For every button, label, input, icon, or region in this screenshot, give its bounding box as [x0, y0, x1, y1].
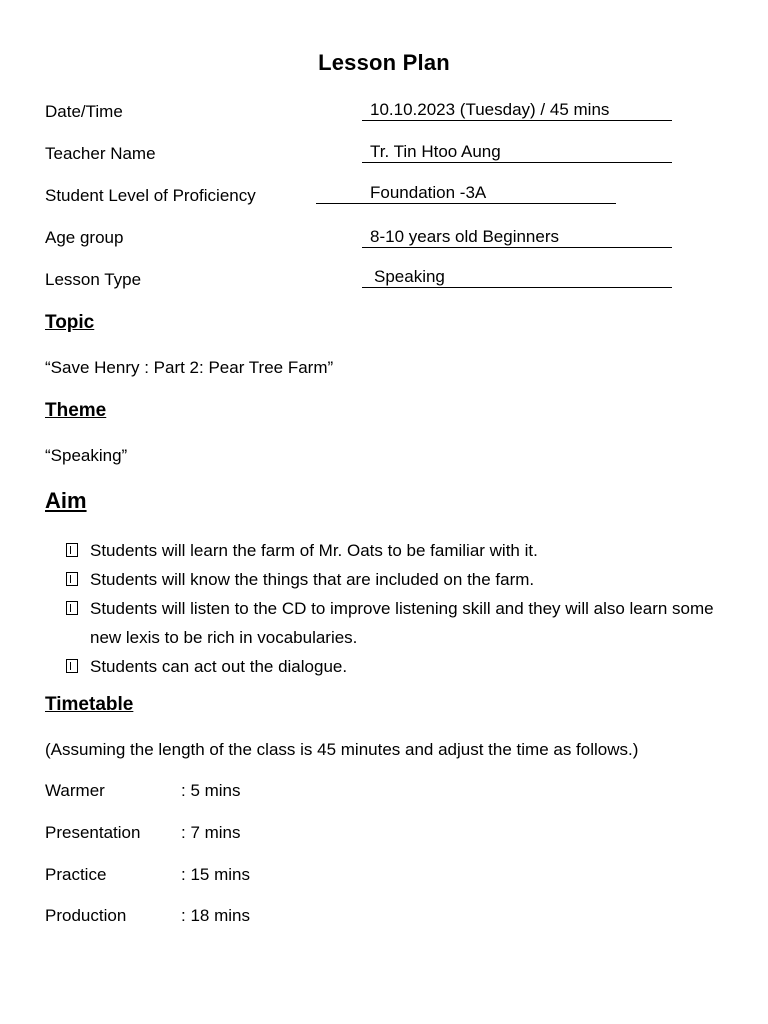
timetable-stage: Production — [45, 906, 127, 925]
theme-text: “Speaking” — [45, 446, 128, 465]
field-value-age-group: 8-10 years old Beginners — [362, 228, 672, 248]
missing-glyph-icon — [66, 572, 78, 586]
timetable-duration: : 18 mins — [181, 906, 250, 925]
timetable-stage: Practice — [45, 865, 107, 884]
timetable-duration: : 5 mins — [181, 781, 241, 800]
field-label-proficiency: Student Level of Proficiency — [45, 186, 256, 205]
topic-text: “Save Henry : Part 2: Pear Tree Farm” — [45, 358, 334, 377]
field-value-proficiency: Foundation -3A — [316, 184, 616, 204]
missing-glyph-icon — [66, 543, 78, 557]
timetable-stage: Presentation — [45, 823, 141, 842]
timetable-heading: Timetable — [45, 694, 134, 715]
field-value-date-time: 10.10.2023 (Tuesday) / 45 mins — [362, 101, 672, 121]
aim-list-item: Students will know the things that are included on the farm. — [66, 565, 726, 594]
field-value-lesson-type: Speaking — [362, 268, 672, 288]
missing-glyph-icon — [66, 659, 78, 673]
field-value-teacher-name: Tr. Tin Htoo Aung — [362, 143, 672, 163]
theme-heading: Theme — [45, 400, 107, 421]
field-label-age-group: Age group — [45, 228, 124, 247]
timetable-stage: Warmer — [45, 781, 105, 800]
aim-list-item: Students will learn the farm of Mr. Oats to be familiar with it. — [66, 536, 726, 565]
timetable-duration: : 7 mins — [181, 823, 241, 842]
field-label-teacher-name: Teacher Name — [45, 144, 156, 163]
aim-list-item: Students can act out the dialogue. — [66, 652, 726, 681]
field-label-lesson-type: Lesson Type — [45, 270, 142, 289]
timetable-note: (Assuming the length of the class is 45 minutes and adjust the time as follows.) — [45, 740, 639, 759]
page-title: Lesson Plan — [318, 50, 450, 75]
timetable-duration: : 15 mins — [181, 865, 250, 884]
missing-glyph-icon — [66, 601, 78, 615]
topic-heading: Topic — [45, 312, 95, 333]
aim-heading: Aim — [45, 488, 87, 513]
field-label-date-time: Date/Time — [45, 102, 123, 121]
aim-list-item: Students will listen to the CD to improve listening skill and they will also learn some new lexis to be rich in vocabularies. — [66, 594, 726, 652]
aim-list — [66, 536, 726, 681]
